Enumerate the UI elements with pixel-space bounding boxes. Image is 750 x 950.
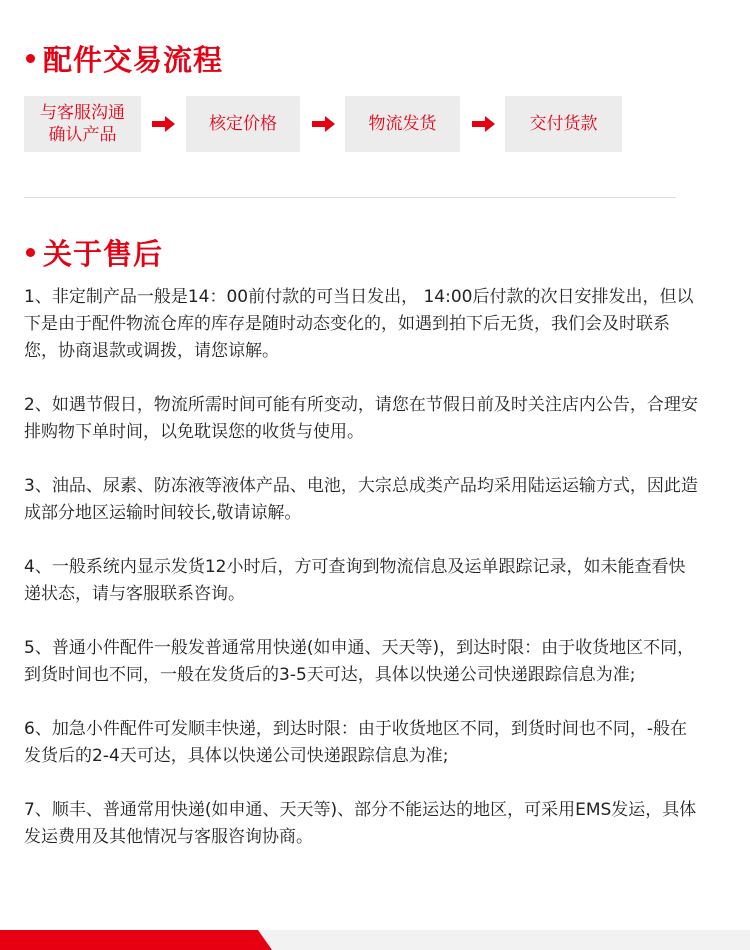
after-sales-note: 7、顺丰、普通常用快递(如申通、天天等)、部分不能运达的地区，可采用EMS发运，具体发运费用及其他情况与客服咨询协商。: [24, 800, 697, 847]
right-arrow-icon: [472, 115, 496, 133]
bullet-dot-icon: [26, 54, 35, 63]
section-title-after-sales: [26, 232, 163, 273]
flow-step-label: 物流发货: [368, 114, 437, 134]
flow-step-label: 与客服沟通: [40, 103, 125, 123]
right-arrow-icon: [152, 115, 176, 133]
after-sales-title: 关于售后: [43, 237, 164, 271]
flow-step-confirm-price: [186, 96, 300, 152]
bullet-dot-icon: [26, 248, 35, 257]
flow-step-logistics-shipping: [345, 96, 460, 152]
trade-flow-steps: [24, 96, 644, 152]
section-title-trade-flow: [26, 38, 223, 79]
trade-flow-title: 配件交易流程: [43, 43, 224, 77]
after-sales-notes: [24, 284, 700, 878]
flow-step-contact-service: [24, 96, 141, 152]
footer-accent-bar: [0, 930, 272, 950]
after-sales-note: 1、非定制产品一般是14：00前付款的可当日发出， 14:00后付款的次日安排发出，但以下是由于配件物流仓库的库存是随时动态变化的，如遇到拍下后无货，我们会及时联系您，协商退款或调拨，请您谅解。: [24, 287, 694, 361]
section-divider: [24, 197, 676, 198]
flow-step-label: 核定价格: [209, 114, 277, 134]
after-sales-note: 2、如遇节假日，物流所需时间可能有所变动，请您在节假日前及时关注店内公告，合理安排购物下单时间，以免耽误您的收货与使用。: [24, 395, 698, 442]
right-arrow-icon: [312, 115, 336, 133]
flow-step-label: 确认产品: [48, 125, 117, 145]
after-sales-note: 3、油品、尿素、防冻液等液体产品、电池，大宗总成类产品均采用陆运运输方式，因此造成部分地区运输时间较长,敬请谅解。: [24, 476, 698, 523]
after-sales-note: 5、普通小件配件一般发普通常用快递(如申通、天天等)，到达时限：由于收货地区不同，到货时间也不同，一般在发货后的3-5天可达，具体以快递公司快递跟踪信息为准;: [24, 638, 695, 685]
after-sales-note: 6、加急小件配件可发顺丰快递，到达时限：由于收货地区不同，到货时间也不同，-般在发货后的2-4天可达，具体以快递公司快递跟踪信息为准;: [24, 719, 687, 766]
flow-step-payment: [505, 96, 622, 152]
after-sales-note: 4、一般系统内显示发货12小时后，方可查询到物流信息及运单跟踪记录，如未能查看快递状态，请与客服联系咨询。: [24, 557, 686, 604]
flow-step-label: 交付货款: [529, 114, 598, 134]
